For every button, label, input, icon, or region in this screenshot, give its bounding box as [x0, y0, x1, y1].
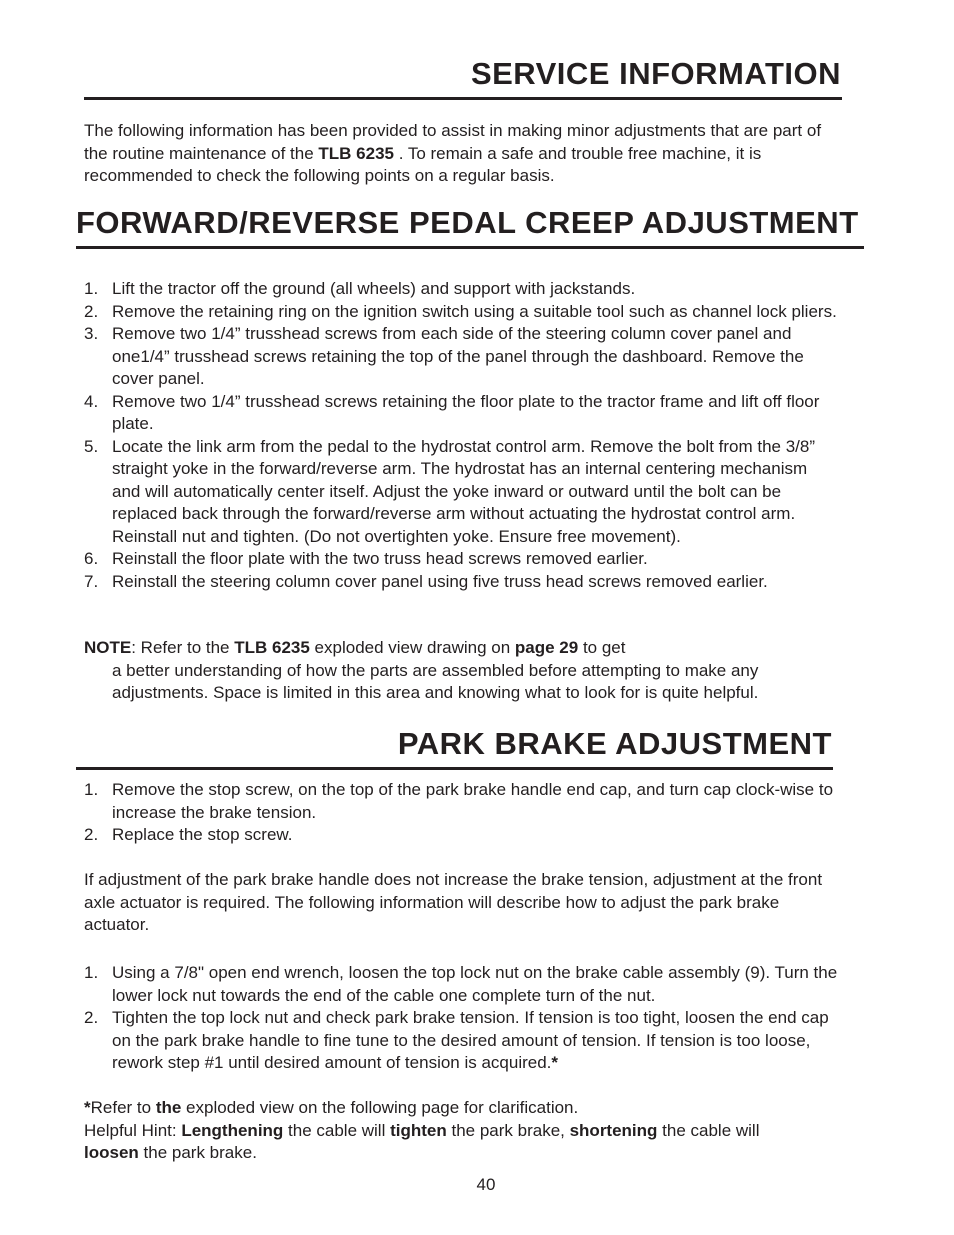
actuator-step-number: 2. [84, 1008, 99, 1027]
park-brake-step-number: 2. [84, 825, 99, 844]
note-text-1: : Refer to the [131, 638, 235, 657]
hint-text-1: Helpful Hint: [84, 1120, 182, 1140]
note-page-ref: page 29 [514, 638, 579, 657]
reference-the: the [155, 1098, 182, 1117]
note-label: NOTE [84, 638, 132, 657]
intro-text-1: The following information has been provided to assist in making minor adjustments that are part of the routine maintenance of the [84, 121, 822, 163]
intro-text-2: . To remain a safe and trouble free machine, it is recommended to check the following points on a regular basis. [84, 143, 762, 185]
hint-text-5: the park brake. [138, 1143, 257, 1162]
creep-step [84, 391, 840, 436]
hint-shortening: shortening [569, 1120, 658, 1140]
creep-step-text: Locate the link arm from the pedal to the hydrostat control arm. Remove the bolt from the 3/8” straight yoke in the forward/reverse arm. The hydrostat has an internal centering mechanism and will automatically center itself. Adjust the yoke inward or outward until the bolt can be replaced back through the forward/reverse arm without actuating the hydrostat control arm. Reinstall nut and tighten. (Do not overtighten yoke. Ensure free movement). [112, 436, 816, 546]
hint-text-4: the cable will [657, 1120, 760, 1140]
creep-step-number: 7. [84, 571, 99, 591]
actuator-paragraph: If adjustment of the park brake handle does not increase the brake tension, adjustment at the front axle actuator is required. The following information will describe how to adjust the park brake actuator. [84, 870, 823, 934]
note-model: TLB 6235 [234, 638, 310, 657]
actuator-step [84, 962, 844, 1007]
hint-lengthening: Lengthening [181, 1120, 284, 1140]
creep-step-number: 5. [84, 436, 99, 456]
creep-step-text: Remove two 1/4” trusshead screws from each side of the steering column cover panel and one1/4” trusshead screws retaining the top of the panel through the dashboard. Remove the cover panel. [112, 324, 804, 388]
service-intro-paragraph [84, 120, 844, 188]
park-brake-step [84, 824, 840, 847]
hint-text-2: the cable will [283, 1120, 391, 1140]
creep-heading-rule [76, 246, 864, 249]
creep-step [84, 278, 840, 301]
park-brake-step-text: Remove the stop screw, on the top of the park brake handle end cap, and turn cap clock-wise to increase the brake tension. [112, 780, 834, 822]
page-number: 40 [476, 1175, 496, 1194]
hint-text-3: the park brake, [446, 1120, 570, 1140]
creep-step-number: 4. [84, 391, 99, 411]
creep-step-number: 2. [84, 301, 99, 321]
clarification-asterisk: * [551, 1053, 559, 1072]
creep-step-number: 1. [84, 279, 99, 298]
service-heading-rule [84, 97, 842, 100]
reference-asterisk: * [84, 1098, 91, 1117]
park-brake-step-text: Replace the stop screw. [112, 825, 293, 844]
park-brake-steps-list [84, 779, 840, 847]
park-brake-step [84, 779, 840, 824]
creep-steps-list [84, 278, 840, 593]
creep-step-text: Reinstall the steering column cover panel using five truss head screws removed earlier. [112, 571, 768, 591]
note-text-2: exploded view drawing on [309, 638, 515, 657]
creep-step-number: 6. [84, 549, 99, 568]
creep-step [84, 548, 840, 571]
intro-model: TLB 6235 [318, 143, 394, 163]
actuator-step-number: 1. [84, 963, 99, 982]
note-text-3: to get [578, 638, 626, 657]
creep-step-text: Remove the retaining ring on the ignition switch using a suitable tool such as channel lock pliers. [112, 301, 837, 321]
actuator-step-text: Tighten the top lock nut and check park brake tension. If tension is too tight, loosen the end cap on the park brake handle to fine tune to the desired amount of tension. If tension is too loose, rework step #1 until desired amount of tension is acquired. [112, 1008, 829, 1072]
creep-step-number: 3. [84, 324, 99, 343]
creep-step [84, 323, 840, 391]
service-information-heading: SERVICE INFORMATION [470, 56, 841, 91]
park-brake-step-number: 1. [84, 780, 99, 799]
creep-step-text: Reinstall the floor plate with the two truss head screws removed earlier. [112, 549, 648, 568]
hint-loosen: loosen [84, 1143, 139, 1162]
creep-step [84, 571, 840, 594]
creep-step [84, 436, 840, 549]
park-brake-heading: PARK BRAKE ADJUSTMENT [397, 726, 832, 761]
actuator-step [84, 1007, 844, 1075]
reference-and-hint [84, 1097, 844, 1165]
note-continuation: a better understanding of how the parts are assembled before attempting to make any adjustments. Space is limited in this area and knowing what to look for is quite helpful. [112, 660, 759, 702]
reference-text-2: exploded view on the following page for clarification. [181, 1098, 579, 1117]
reference-text-1: Refer to [90, 1098, 156, 1117]
hint-tighten: tighten [390, 1120, 447, 1140]
creep-step-text: Lift the tractor off the ground (all wheels) and support with jackstands. [112, 279, 636, 298]
creep-note [84, 637, 844, 705]
park-brake-heading-rule [76, 767, 833, 770]
actuator-step-text: Using a 7/8" open end wrench, loosen the top lock nut on the brake cable assembly (9). Turn the lower lock nut towards the end of the cable one complete turn of the nut. [112, 963, 838, 1005]
actuator-steps-list [84, 962, 844, 1075]
creep-step-text: Remove two 1/4” trusshead screws retaining the floor plate to the tractor frame and lift off floor plate. [112, 391, 820, 433]
creep-step [84, 301, 840, 324]
creep-adjustment-heading: FORWARD/REVERSE PEDAL CREEP ADJUSTMENT [76, 205, 859, 240]
